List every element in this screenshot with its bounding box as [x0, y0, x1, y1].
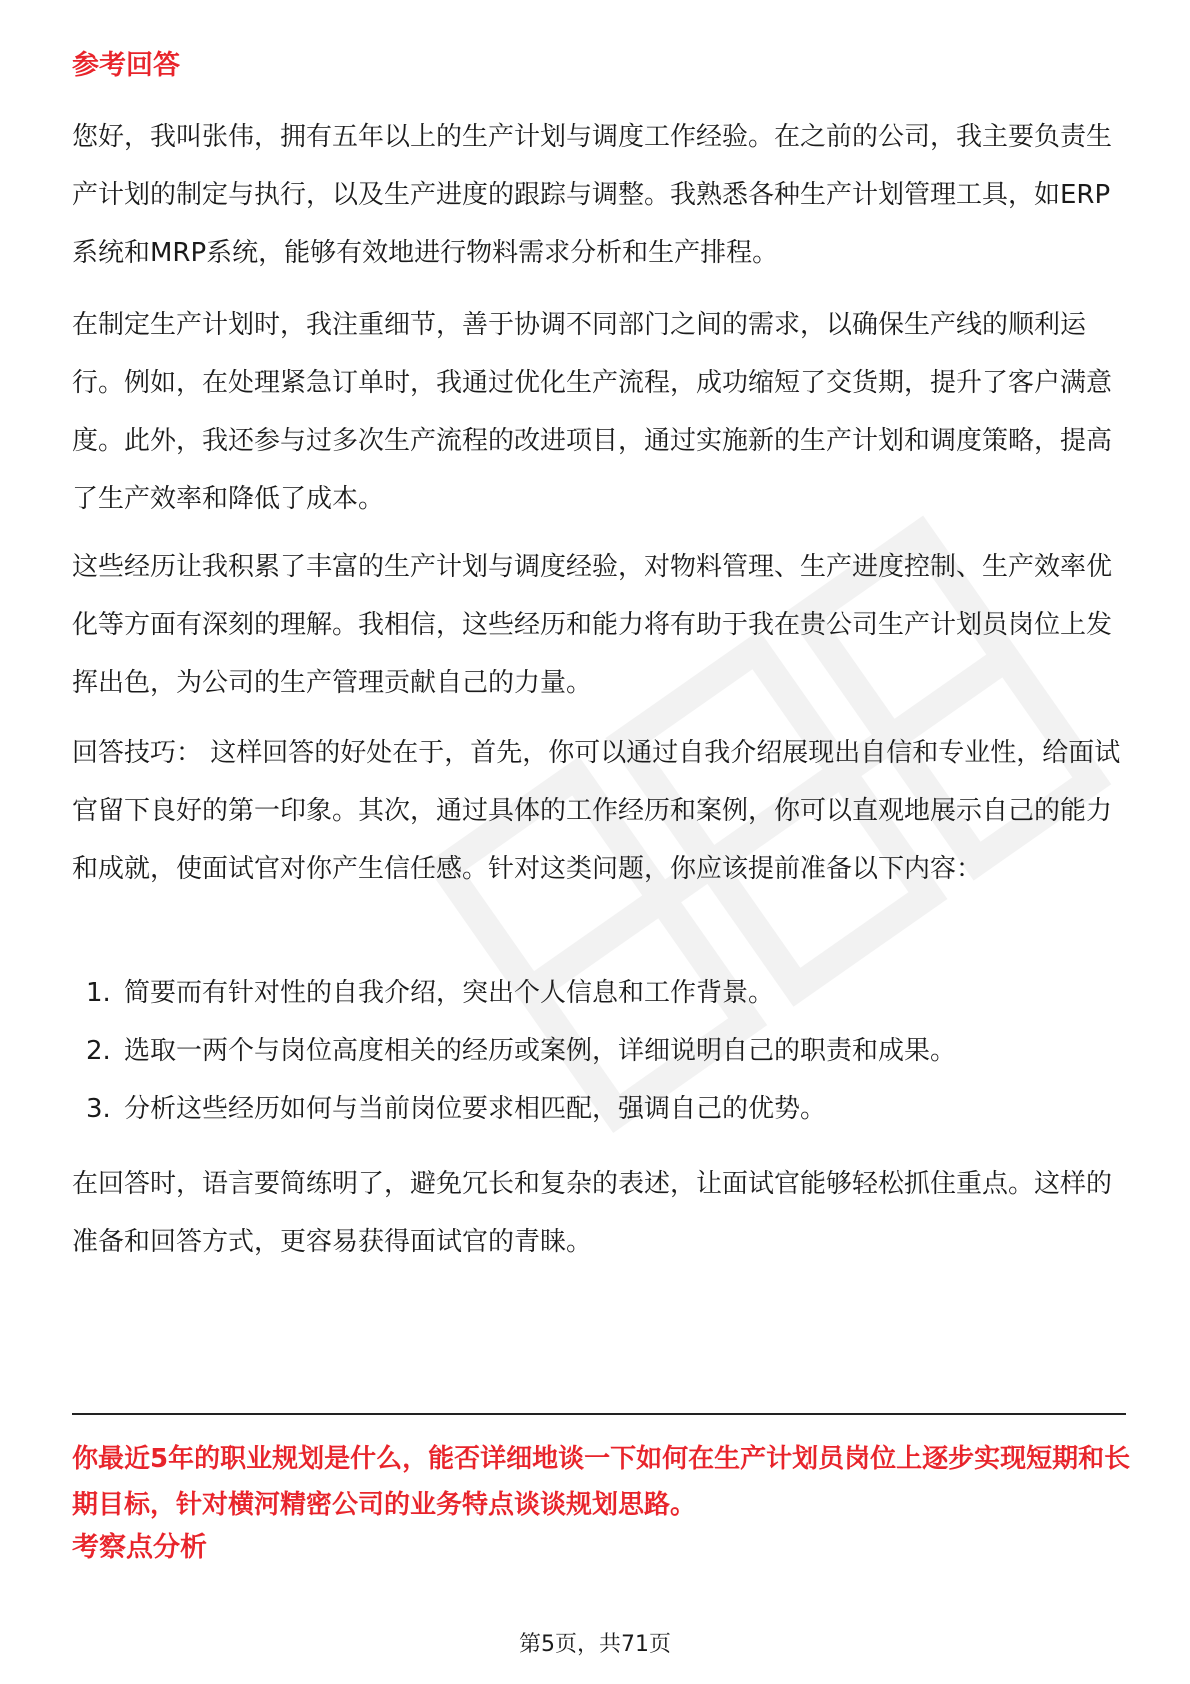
list-item [72, 1022, 1122, 1080]
closing-paragraph: 在回答时，语言要简练明了，避免冗长和复杂的表述，让面试官能够轻松抓住重点。这样的准备和回答方式，更容易获得面试官的青睐。 [72, 1169, 1113, 1257]
analysis-title: 考察点分析 [72, 1532, 207, 1563]
answer-paragraph-2: 在制定生产计划时，我注重细节，善于协调不同部门之间的需求，以确保生产线的顺利运行。例如，在处理紧急订单时，我通过优化生产流程，成功缩短了交货期，提升了客户满意度。此外，我还参与过多次生产流程的改进项目，通过实施新的生产计划和调度策略，提高了生产效率和降低了成本。 [72, 310, 1113, 514]
list-item-number: 2. [86, 1036, 111, 1066]
list-item-number: 3. [86, 1094, 111, 1124]
preparation-list [72, 964, 1122, 1138]
list-item [72, 1080, 1122, 1138]
next-question: 你最近5年的职业规划是什么，能否详细地谈一下如何在生产计划员岗位上逐步实现短期和长期目标，针对横河精密公司的业务特点谈谈规划思路。 [72, 1444, 1131, 1520]
list-item-text: 选取一两个与岗位高度相关的经历或案例，详细说明自己的职责和成果。 [124, 1036, 957, 1066]
answer-paragraph-1: 您好，我叫张伟，拥有五年以上的生产计划与调度工作经验。在之前的公司，我主要负责生产计划的制定与执行，以及生产进度的跟踪与调整。我熟悉各种生产计划管理工具，如ERP系统和MRP系统，能够有效地进行物料需求分析和生产排程。 [72, 122, 1113, 268]
section-divider [72, 1413, 1126, 1415]
list-item [72, 964, 1122, 1022]
list-item-number: 1. [86, 978, 111, 1008]
section-title: 参考回答 [72, 50, 180, 81]
answer-tips-paragraph: 回答技巧： 这样回答的好处在于，首先，你可以通过自我介绍展现出自信和专业性，给面试官留下良好的第一印象。其次，通过具体的工作经历和案例，你可以直观地展示自己的能力和成就，使面试官对你产生信任感。针对这类问题，你应该提前准备以下内容： [72, 738, 1121, 884]
answer-paragraph-3: 这些经历让我积累了丰富的生产计划与调度经验，对物料管理、生产进度控制、生产效率优化等方面有深刻的理解。我相信，这些经历和能力将有助于我在贵公司生产计划员岗位上发挥出色，为公司的生产管理贡献自己的力量。 [72, 552, 1113, 698]
page-number: 第5页，共71页 [519, 1632, 671, 1657]
list-item-text: 分析这些经历如何与当前岗位要求相匹配，强调自己的优势。 [124, 1094, 827, 1124]
list-item-text: 简要而有针对性的自我介绍，突出个人信息和工作背景。 [124, 978, 775, 1008]
